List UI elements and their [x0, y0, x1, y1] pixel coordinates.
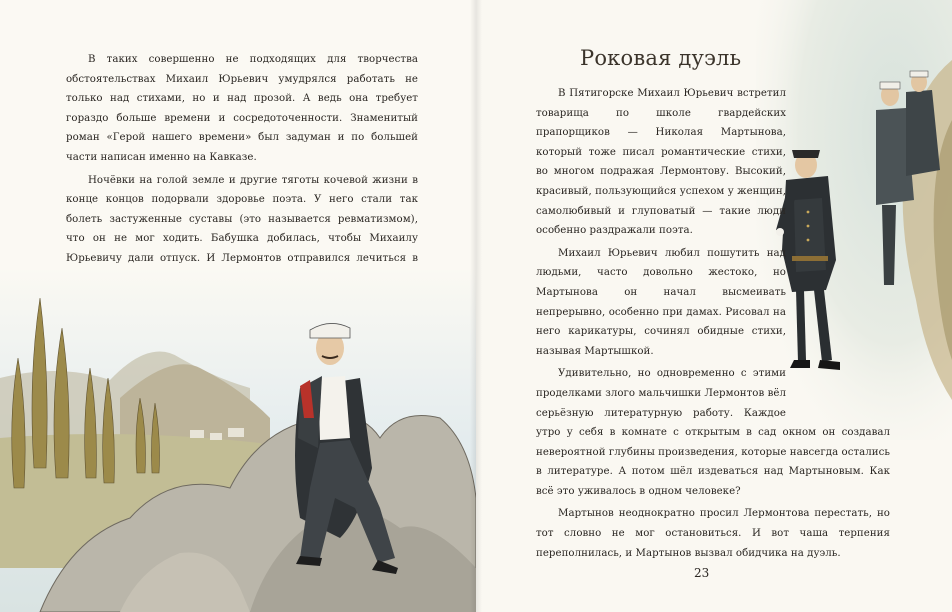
- right-paragraph-3: Удивительно, но одновременно с этими проделками злого мальчишки Лермонтов вёл серьёзную литературную работу. Каждое утро у себя в комнате с открытым в сад окном он создавал невероятной глубины произведения, которые навсегда остались в литературе. А потом шёл издеваться над Мартыновым. Как всё это уживалось в одном человеке?: [536, 368, 890, 497]
- house: [190, 430, 204, 438]
- text-wrap-spacer: [786, 84, 890, 404]
- left-paragraph-1: В таких совершенно не подходящих для творчества обстоятельствах Михаил Юрьевич умудрялся работать не только над стихами, но и над прозой. А ведь она требует гораздо больше времени и сосредоточенности. Знаменитый роман «Герой нашего времени» был задуман и по большей части написан именно на Кавказе.: [66, 54, 418, 163]
- right-text-block: [536, 84, 890, 563]
- page-number: 23: [694, 566, 710, 580]
- right-paragraph-1: В Пятигорске Михаил Юрьевич встретил товарища по школе гвардейских прапорщиков — Николая Мартынова, который тоже писал романтические стихи, во многом подражая Лермонтову. Высокий, красивый, пользующийся успехом у женщин, самолюбивый и глуповатый — такие люди особенно раздражали поэта.: [536, 88, 786, 237]
- house: [228, 428, 244, 437]
- left-paragraph-2: Ночёвки на голой земле и другие тяготы кочевой жизни в конце концов подорвали здоровье поэта. У него стали так болеть застуженные суставы (это называется ревматизмом), что он не мог ходить. Бабушка добилась, чтобы Михаилу Юрьевичу дали отпуск. И Лермонтов отправился лечиться в: [66, 174, 418, 264]
- right-paragraph-2: Михаил Юрьевич любил пошутить над людьми, часто довольно жестоко, но Мартынова он начал высмеивать непрерывно, особенно при дамах. Рисовал на него карикатуры, сочинял обидные стихи, называя Мартышкой.: [536, 247, 786, 357]
- book-gutter: [470, 0, 482, 612]
- officer-cap: [910, 71, 928, 77]
- chapter-title: Роковая дуэль: [580, 46, 742, 70]
- house: [210, 433, 222, 440]
- right-page: [476, 0, 952, 612]
- illustration-lermontov-on-rocks: [0, 268, 476, 612]
- right-paragraph-4: Мартынов неоднократно просил Лермонтова перестать, но тот словно не мог остановиться. И вот чаша терпения переполнилась, и Мартынов вызвал обидчика на дуэль.: [536, 508, 890, 559]
- shirt: [318, 376, 350, 440]
